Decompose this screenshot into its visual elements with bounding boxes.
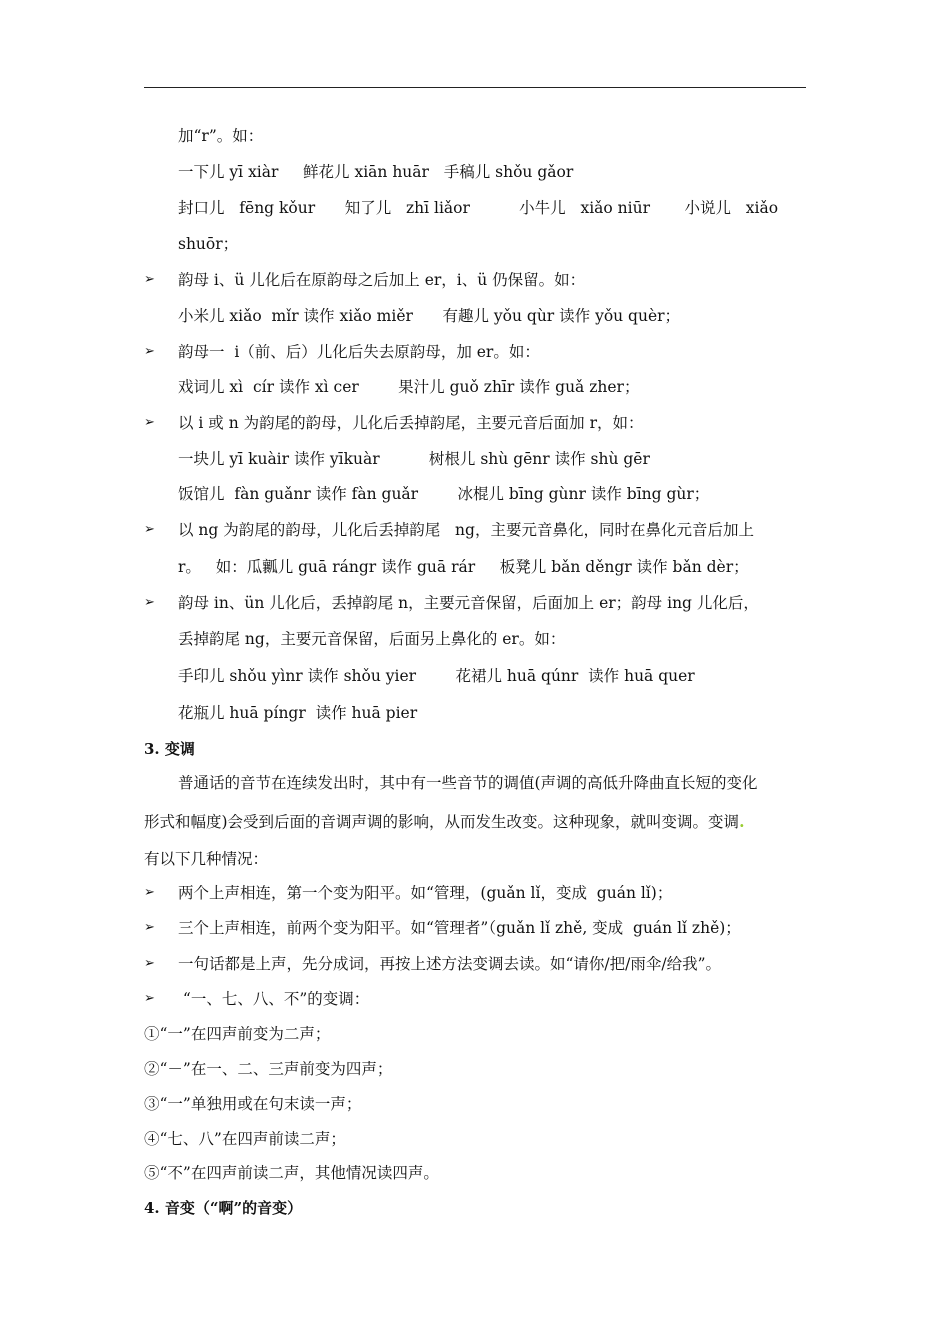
bullet-arrow-icon: ➢ [144,415,155,430]
text-line: 一下儿 yī xiàr 鲜花儿 xiān huār 手稿儿 shǒu gǎor [178,163,574,181]
bullet-item: 三个上声相连，前两个变为阳平。如“管理者”（guǎn lǐ zhě, 变成 guán lǐ zhě)； [178,919,741,937]
bullet-arrow-icon: ➢ [144,344,155,359]
bullet-item: 以 ng 为韵尾的韵母，儿化后丢掉韵尾 ng，主要元音鼻化，同时在鼻化元音后加上 [178,521,754,539]
text-line: shuōr； [178,235,239,253]
section-heading: 3. 变调 [144,740,195,758]
bullet-arrow-icon: ➢ [144,885,155,900]
numbered-item: ④“七、八”在四声前读二声； [144,1130,346,1148]
bullet-arrow-icon: ➢ [144,272,155,287]
text-line: r。 如：瓜瓤儿 guā rángr 读作 guā rár 板凳儿 bǎn děngr 读作 bǎn dèr； [178,558,749,576]
numbered-item: ①“一”在四声前变为二声； [144,1025,331,1043]
bullet-arrow-icon: ➢ [144,956,155,971]
text-line: 戏词儿 xì cír 读作 xì cer 果汁儿 guǒ zhīr 读作 guǎ zher； [178,378,640,396]
text-line: 手印儿 shǒu yìnr 读作 shǒu yier 花裙儿 huā qúnr 读作 huā quer [178,667,695,685]
bullet-item: 以 i 或 n 为韵尾的韵母，儿化后丢掉韵尾，主要元音后面加 r，如： [178,414,644,432]
text-line: 花瓶儿 huā píngr 读作 huā pier [178,704,418,722]
bullet-item: 韵母 in、ün 儿化后，丢掉韵尾 n，主要元音保留，后面加上 er；韵母 ing 儿化后， [178,594,759,612]
paragraph-line: 普通话的音节在连续发出时，其中有一些音节的调值(声调的高低升降曲直长短的变化 [178,774,758,792]
text-line: 小米儿 xiǎo mǐr 读作 xiǎo miěr 有趣儿 yǒu qùr 读作 yǒu quèr； [178,307,681,325]
numbered-item: ③“一”单独用或在句末读一声； [144,1095,362,1113]
text-line: 饭馆儿 fàn guǎnr 读作 fàn guǎr 冰棍儿 bīng gùnr 读作 bīng gùr； [178,485,710,503]
section-heading: 4. 音变（“啊”的音变） [144,1199,303,1217]
bullet-item: “一、七、八、不”的变调： [178,990,370,1008]
highlight-dot: . [739,812,745,831]
bullet-item: 一句话都是上声，先分成词，再按上述方法变调去读。如“请你/把/雨伞/给我”。 [178,955,722,973]
bullet-item: 韵母 i、ü 儿化后在原韵母之后加上 er，i、ü 仍保留。如： [178,271,586,289]
bullet-arrow-icon: ➢ [144,920,155,935]
text-line: 封口儿 fēng kǒur 知了儿 zhī liǎor 小牛儿 xiǎo niūr 小说儿 xiǎo [178,199,779,217]
numbered-item: ⑤“不”在四声前读二声，其他情况读四声。 [144,1164,439,1182]
bullet-arrow-icon: ➢ [144,595,155,610]
text-line: 丢掉韵尾 ng，主要元音保留，后面另上鼻化的 er。如： [178,630,566,648]
bullet-arrow-icon: ➢ [144,522,155,537]
bullet-item: 两个上声相连，第一个变为阳平。如“管理，(guǎn lǐ，变成 guán lǐ)； [178,884,673,902]
header-rule [144,87,806,88]
numbered-item: ②“－”在一、二、三声前变为四声； [144,1060,393,1078]
paragraph-line: 形式和幅度)会受到后面的音调声调的影响，从而发生改变。这种现象，就叫变调。变调. [144,812,745,831]
text-line: 一块儿 yī kuàir 读作 yīkuàr 树根儿 shù gēnr 读作 shù gēr [178,450,650,468]
paragraph-line: 有以下几种情况： [144,850,269,868]
bullet-item: 韵母一 i（前、后）儿化后失去原韵母，加 er。如： [178,343,540,361]
bullet-arrow-icon: ➢ [144,991,155,1006]
text-line: 加“r”。如： [178,127,264,145]
